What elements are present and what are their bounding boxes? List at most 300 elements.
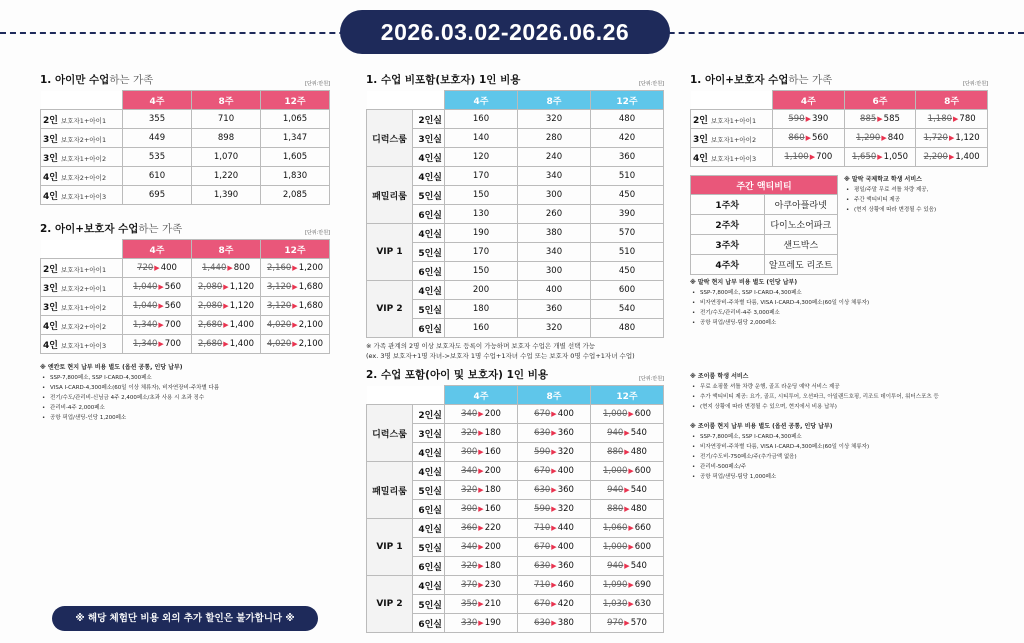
arrow-icon: ▶ <box>551 448 557 456</box>
original-price: 1,000 <box>603 542 628 552</box>
price-cell <box>773 110 845 129</box>
table-row <box>41 335 330 354</box>
discount-price: 440 <box>557 523 574 533</box>
price-cell: 420 <box>591 129 664 148</box>
note-item: • 공항 픽업/샌딩-팀당 2,000페소 <box>690 318 988 328</box>
discount-price: 1,400 <box>229 320 255 330</box>
column-header: 4주 <box>445 91 518 110</box>
header-row <box>691 91 988 110</box>
original-price: 590 <box>788 114 805 124</box>
arrow-icon: ▶ <box>551 486 557 494</box>
original-price: 1,030 <box>603 599 628 609</box>
discount-price: 180 <box>484 561 501 571</box>
price-cell: 480 <box>591 110 664 129</box>
discount-price: 210 <box>484 599 501 609</box>
discount-price: 2,100 <box>298 320 324 330</box>
mid-sec2-title: 2. 수업 포함(아이 및 보호자) 1인 비용 [단위:만원] <box>366 369 664 382</box>
price-cell <box>773 148 845 167</box>
room-size: 4인실 <box>413 576 445 595</box>
malak-notes: ※ 말락 현지 납부 비용 별도 (인당 납부) • SSP-7,800페소, SSP I-CARD-4,300페소 • 비자연장비-주차별 다름, VISA I-CARD-4,300페소(60일 이상 체류자) • 전기/수도/관리비-4주 3,000페소 • 공항 픽업/샌딩-팀당 2,000페소 <box>690 278 988 328</box>
left-column <box>40 72 330 423</box>
arrow-icon: ▶ <box>227 264 233 272</box>
price-cell: 300 <box>518 262 591 281</box>
original-price: 1,340 <box>133 320 158 330</box>
discount-price: 1,120 <box>229 282 255 292</box>
column-header: 8주 <box>518 386 591 405</box>
arrow-icon: ▶ <box>624 486 630 494</box>
right-column <box>690 72 988 482</box>
price-cell <box>192 259 261 278</box>
arrow-icon: ▶ <box>292 321 298 329</box>
original-price: 590 <box>534 504 551 514</box>
original-price: 1,340 <box>133 339 158 349</box>
price-cell <box>518 424 591 443</box>
price-cell: 160 <box>445 110 518 129</box>
room-size: 4인실 <box>413 224 445 243</box>
price-cell <box>445 424 518 443</box>
room-size: 5인실 <box>413 300 445 319</box>
arrow-icon: ▶ <box>628 467 634 475</box>
original-price: 1,090 <box>603 580 628 590</box>
original-price: 630 <box>534 485 551 495</box>
original-price: 885 <box>860 114 877 124</box>
table-row <box>691 110 988 129</box>
note-item: • (현지 상황에 따라 변경될 수 있음) <box>844 205 988 215</box>
arrow-icon: ▶ <box>158 321 164 329</box>
room-type: 패밀리룸 <box>367 462 413 519</box>
price-cell: 280 <box>518 129 591 148</box>
arrow-icon: ▶ <box>877 115 883 123</box>
price-cell: 450 <box>591 186 664 205</box>
mid-sec1-title: 1. 수업 비포함(보호자) 1인 비용 [단위:만원] <box>366 74 664 87</box>
discount-price: 600 <box>634 542 651 552</box>
original-price: 710 <box>534 580 551 590</box>
table-row <box>41 148 330 167</box>
price-cell: 150 <box>445 186 518 205</box>
original-price: 630 <box>534 618 551 628</box>
room-type: 디럭스룸 <box>367 405 413 462</box>
side-notes: ※ 말락 국제학교 학생 서비스 • 평일/주말 무료 셔틀 차량 제공, • 주간 액티비티 제공 • (현지 상황에 따라 변경될 수 있음) <box>844 175 988 275</box>
price-cell <box>518 576 591 595</box>
original-price: 2,680 <box>197 320 223 330</box>
discount-price: 1,400 <box>955 152 980 162</box>
note-item: • (현지 상황에 따라 변경될 수 있으며, 현지에서 비용 납부) <box>690 402 988 412</box>
table-row <box>367 167 664 186</box>
activity-name: 샌드박스 <box>764 235 838 255</box>
column-header: 12주 <box>591 91 664 110</box>
price-cell <box>844 148 916 167</box>
discount-price: 420 <box>557 599 574 609</box>
price-cell: 610 <box>123 167 192 186</box>
left-sec2-title: 2. 아이+보호자 수업하는 가족 [단위:만원] <box>40 223 330 236</box>
original-price: 4,020 <box>266 320 292 330</box>
column-header: 8주 <box>192 91 261 110</box>
room-size: 4인실 <box>413 462 445 481</box>
row-label: 4인 보호자1+아이3 <box>691 148 773 167</box>
left-notes: ※ 엔칸토 현지 납부 비용 별도 (옵션 공통, 인당 납부) • SSP-7,800페소, SSP I-CARD-4,300페소 • VISA I-CARD-4,300페소(60일 이상 체류자), 비자연장비-주차별 다름 • 전기/수도/관리비-신님금 4주 2,400페소/초과 사용 시 초과 징수 • 관리비-4주 2,000페소 • 공항 픽업/샌딩-인당 1,200페소 <box>40 363 330 423</box>
row-label: 3인 보호자1+아이2 <box>691 129 773 148</box>
room-size: 5인실 <box>413 538 445 557</box>
note-item: • SSP-7,800페소, SSP I-CARD-4,300페소 <box>690 432 988 442</box>
discount-price: 700 <box>164 339 181 349</box>
discount-price: 690 <box>634 580 651 590</box>
room-size: 6인실 <box>413 319 445 338</box>
arrow-icon: ▶ <box>805 134 812 142</box>
arrow-icon: ▶ <box>948 153 955 161</box>
arrow-icon: ▶ <box>478 543 484 551</box>
price-cell <box>518 405 591 424</box>
note-item: • 관리비-500페소/주 <box>690 462 988 472</box>
price-cell <box>123 259 192 278</box>
note-item: • VISA I-CARD-4,300페소(60일 이상 체류자), 비자연장비-주차별 다름 <box>40 383 330 393</box>
discount-price: 540 <box>630 428 647 438</box>
room-size: 3인실 <box>413 424 445 443</box>
price-cell <box>261 278 330 297</box>
price-cell <box>445 614 518 633</box>
arrow-icon: ▶ <box>478 429 484 437</box>
price-cell <box>916 110 988 129</box>
left-table-1 <box>40 90 330 205</box>
price-cell: 340 <box>518 167 591 186</box>
table-row <box>41 278 330 297</box>
room-size: 6인실 <box>413 500 445 519</box>
arrow-icon: ▶ <box>478 581 484 589</box>
price-cell <box>844 129 916 148</box>
arrow-icon: ▶ <box>624 619 630 627</box>
note-item: • 공항 픽업/샌딩-인당 1,200페소 <box>40 413 330 423</box>
discount-price: 1,120 <box>229 301 255 311</box>
discount-price: 560 <box>164 282 181 292</box>
table-row <box>41 167 330 186</box>
original-price: 330 <box>461 618 478 628</box>
cebu-pay-notes: ※ 조이룸 현지 납부 비용 별도 (옵션 공통, 인당 납부) • SSP-7,800페소, SSP I-CARD-4,300페소 • 비자연장비-주차별 다름, VISA I-CARD-4,300페소(60일 이상 체류자) • 전기/수도비-750페소/주(추가금액 없음) • 관리비-500페소/주 • 공항 픽업/샌딩-팀당 1,000페소 <box>690 422 988 482</box>
right-table-1 <box>690 90 988 167</box>
price-cell <box>445 481 518 500</box>
discount-price: 570 <box>630 618 647 628</box>
price-cell <box>261 335 330 354</box>
price-cell: 1,605 <box>261 148 330 167</box>
price-cell <box>518 462 591 481</box>
table-row <box>691 129 988 148</box>
room-type: VIP 2 <box>367 576 413 633</box>
note-item: • 평일/주말 무료 셔틀 차량 제공, <box>844 185 988 195</box>
activity-week: 1주차 <box>691 195 765 215</box>
table-row <box>41 129 330 148</box>
arrow-icon: ▶ <box>624 505 630 513</box>
discount-price: 585 <box>883 114 900 124</box>
arrow-icon: ▶ <box>551 505 557 513</box>
arrow-icon: ▶ <box>551 429 557 437</box>
price-cell: 320 <box>518 319 591 338</box>
price-cell: 1,220 <box>192 167 261 186</box>
discount-price: 320 <box>557 504 574 514</box>
discount-price: 660 <box>634 523 651 533</box>
arrow-icon: ▶ <box>953 115 959 123</box>
arrow-icon: ▶ <box>292 264 298 272</box>
original-price: 320 <box>461 428 478 438</box>
price-cell: 1,830 <box>261 167 330 186</box>
price-cell: 898 <box>192 129 261 148</box>
price-cell <box>591 557 664 576</box>
price-cell: 355 <box>123 110 192 129</box>
arrow-icon: ▶ <box>158 340 164 348</box>
price-cell: 1,070 <box>192 148 261 167</box>
discount-price: 1,680 <box>298 301 324 311</box>
note-item: • 무료 쇼핑몰 셔틀 차량 운행, 골프 라운딩 예약 서비스 제공 <box>690 382 988 392</box>
price-cell: 1,065 <box>261 110 330 129</box>
discount-price: 600 <box>634 466 651 476</box>
note-item: • 전기/수도비-750페소/주(추가금액 없음) <box>690 452 988 462</box>
price-cell: 130 <box>445 205 518 224</box>
arrow-icon: ▶ <box>158 302 164 310</box>
price-cell: 710 <box>192 110 261 129</box>
price-cell <box>591 519 664 538</box>
discount-price: 800 <box>233 263 250 273</box>
arrow-icon: ▶ <box>292 340 298 348</box>
discount-price: 700 <box>816 152 833 162</box>
price-cell: 449 <box>123 129 192 148</box>
activity-row <box>691 235 838 255</box>
price-cell: 240 <box>518 148 591 167</box>
table-row <box>367 576 664 595</box>
price-cell <box>591 481 664 500</box>
price-cell <box>518 519 591 538</box>
price-cell <box>844 110 916 129</box>
note-item: • 관리비-4주 2,000페소 <box>40 403 330 413</box>
original-price: 940 <box>607 561 624 571</box>
arrow-icon: ▶ <box>624 429 630 437</box>
price-cell <box>591 462 664 481</box>
cebu-notes: ※ 조이룸 학생 서비스 • 무료 쇼핑몰 셔틀 차량 운행, 골프 라운딩 예약 서비스 제공 • 추가 액티비티 제공: 요가, 골프, 시티투어, 오션파크, 아일랜드호핑, 리조트 데이투어, 워터스포츠 등 • (현지 상황에 따라 변경될 수 있으며, 현지에서 비용 납부) <box>690 372 988 412</box>
table-row <box>367 224 664 243</box>
arrow-icon: ▶ <box>551 410 557 418</box>
arrow-icon: ▶ <box>292 283 298 291</box>
note-item: • SSP-7,800페소, SSP I-CARD-4,300페소 <box>690 288 988 298</box>
price-cell <box>123 278 192 297</box>
discount-price: 180 <box>484 485 501 495</box>
price-cell: 170 <box>445 167 518 186</box>
room-size: 5인실 <box>413 595 445 614</box>
unit-label: [단위:만원] <box>305 81 330 87</box>
activity-name: 아쿠아플라넷 <box>764 195 838 215</box>
discount-price: 560 <box>164 301 181 311</box>
arrow-icon: ▶ <box>628 543 634 551</box>
row-label: 2인 보호자1+아이1 <box>41 110 123 129</box>
room-size: 4인실 <box>413 443 445 462</box>
arrow-icon: ▶ <box>551 562 557 570</box>
arrow-icon: ▶ <box>478 467 484 475</box>
discount-price: 400 <box>160 263 177 273</box>
price-cell: 450 <box>591 262 664 281</box>
middle-column <box>366 72 664 633</box>
original-price: 320 <box>461 561 478 571</box>
column-header: 6주 <box>844 91 916 110</box>
arrow-icon: ▶ <box>624 448 630 456</box>
arrow-icon: ▶ <box>624 562 630 570</box>
price-cell: 540 <box>591 300 664 319</box>
room-type: 패밀리룸 <box>367 167 413 224</box>
activity-name: 다이노소어파크 <box>764 215 838 235</box>
arrow-icon: ▶ <box>223 283 229 291</box>
price-cell <box>518 557 591 576</box>
discount-price: 1,680 <box>298 282 324 292</box>
original-price: 340 <box>461 542 478 552</box>
right-sec1-title: 1. 아이+보호자 수업하는 가족 [단위:만원] <box>690 74 988 87</box>
price-cell <box>518 614 591 633</box>
original-price: 1,040 <box>133 301 158 311</box>
arrow-icon: ▶ <box>223 321 229 329</box>
arrow-icon: ▶ <box>223 302 229 310</box>
room-size: 2인실 <box>413 405 445 424</box>
arrow-icon: ▶ <box>805 115 812 123</box>
activity-row <box>691 255 838 275</box>
note-item: • 추가 액티비티 제공: 요가, 골프, 시티투어, 오션파크, 아일랜드호핑, 리조트 데이투어, 워터스포츠 등 <box>690 392 988 402</box>
arrow-icon: ▶ <box>478 505 484 513</box>
arrow-icon: ▶ <box>223 340 229 348</box>
room-size: 3인실 <box>413 129 445 148</box>
discount-price: 1,050 <box>883 152 909 162</box>
discount-price: 190 <box>484 618 501 628</box>
header-row <box>41 240 330 259</box>
table-row <box>41 110 330 129</box>
arrow-icon: ▶ <box>478 524 484 532</box>
discount-price: 200 <box>484 542 501 552</box>
arrow-icon: ▶ <box>478 448 484 456</box>
row-label: 4인 보호자1+아이3 <box>41 186 123 205</box>
activity-block <box>690 175 988 275</box>
discount-price: 200 <box>484 466 501 476</box>
arrow-icon: ▶ <box>292 302 298 310</box>
room-size: 6인실 <box>413 205 445 224</box>
price-cell: 340 <box>518 243 591 262</box>
original-price: 940 <box>607 428 624 438</box>
discount-price: 360 <box>557 428 574 438</box>
table-row <box>367 110 664 129</box>
activity-week: 4주차 <box>691 255 765 275</box>
arrow-icon: ▶ <box>478 619 484 627</box>
price-cell: 2,085 <box>261 186 330 205</box>
left-table-2 <box>40 239 330 354</box>
original-price: 1,040 <box>133 282 158 292</box>
price-cell: 380 <box>518 224 591 243</box>
discount-price: 220 <box>484 523 501 533</box>
room-size: 6인실 <box>413 262 445 281</box>
room-size: 5인실 <box>413 481 445 500</box>
room-type: VIP 1 <box>367 224 413 281</box>
middle-table-2 <box>366 385 664 633</box>
original-price: 2,080 <box>197 282 223 292</box>
original-price: 630 <box>534 561 551 571</box>
original-price: 4,020 <box>266 339 292 349</box>
table-row <box>41 186 330 205</box>
middle-note: ※ 가족 관계의 2명 이상 보호자도 등록이 가능하며 보호자 수업은 개별 선택 가능 (ex. 3명 보호자+1명 자녀->보호자 1명 수업+1자녀 수업 또는 보호자 0명 수업+1자녀 수업) <box>366 342 635 360</box>
row-label: 3인 보호자1+아이2 <box>41 148 123 167</box>
price-cell <box>123 316 192 335</box>
original-price: 370 <box>461 580 478 590</box>
price-cell: 150 <box>445 262 518 281</box>
original-price: 2,080 <box>197 301 223 311</box>
price-cell: 190 <box>445 224 518 243</box>
column-header: 8주 <box>518 91 591 110</box>
room-size: 4인실 <box>413 167 445 186</box>
discount-price: 380 <box>557 618 574 628</box>
arrow-icon: ▶ <box>551 600 557 608</box>
original-price: 1,720 <box>923 133 948 143</box>
price-cell <box>591 576 664 595</box>
price-cell <box>445 595 518 614</box>
arrow-icon: ▶ <box>478 410 484 418</box>
price-cell: 360 <box>518 300 591 319</box>
activity-row <box>691 195 838 215</box>
price-cell <box>591 614 664 633</box>
column-header: 8주 <box>192 240 261 259</box>
column-header: 12주 <box>591 386 664 405</box>
price-cell <box>445 443 518 462</box>
original-price: 670 <box>534 409 551 419</box>
original-price: 940 <box>607 485 624 495</box>
discount-price: 780 <box>959 114 976 124</box>
column-header: 4주 <box>123 91 192 110</box>
discount-price: 1,120 <box>955 133 980 143</box>
note-item: • 주간 액티비티 제공 <box>844 195 988 205</box>
price-cell <box>445 462 518 481</box>
column-header: 8주 <box>916 91 988 110</box>
price-cell <box>445 500 518 519</box>
note-item: • SSP-7,800페소, SSP I-CARD-4,300페소 <box>40 373 330 383</box>
discount-price: 600 <box>634 409 651 419</box>
price-cell <box>445 405 518 424</box>
price-cell <box>261 297 330 316</box>
price-cell: 170 <box>445 243 518 262</box>
price-cell <box>518 500 591 519</box>
price-cell <box>261 259 330 278</box>
arrow-icon: ▶ <box>158 283 164 291</box>
arrow-icon: ▶ <box>877 153 883 161</box>
price-cell <box>192 316 261 335</box>
original-price: 300 <box>461 447 478 457</box>
original-price: 1,290 <box>856 133 881 143</box>
discount-price: 230 <box>484 580 501 590</box>
arrow-icon: ▶ <box>628 524 634 532</box>
price-cell: 1,347 <box>261 129 330 148</box>
room-size: 2인실 <box>413 110 445 129</box>
price-cell <box>123 297 192 316</box>
price-cell: 200 <box>445 281 518 300</box>
bottom-notice: ※ 해당 체험단 비용 외의 추가 할인은 불가합니다 ※ <box>52 606 318 631</box>
discount-price: 2,100 <box>298 339 324 349</box>
discount-price: 840 <box>887 133 904 143</box>
arrow-icon: ▶ <box>628 581 634 589</box>
original-price: 880 <box>607 447 624 457</box>
original-price: 670 <box>534 599 551 609</box>
room-size: 4인실 <box>413 281 445 300</box>
original-price: 1,100 <box>784 152 809 162</box>
original-price: 860 <box>788 133 805 143</box>
discount-price: 360 <box>557 561 574 571</box>
discount-price: 400 <box>557 409 574 419</box>
price-cell: 260 <box>518 205 591 224</box>
price-cell <box>916 129 988 148</box>
room-size: 5인실 <box>413 186 445 205</box>
column-header: 4주 <box>773 91 845 110</box>
column-header: 12주 <box>261 240 330 259</box>
original-price: 1,000 <box>603 409 628 419</box>
original-price: 2,200 <box>923 152 948 162</box>
row-label: 2인 보호자1+아이1 <box>41 259 123 278</box>
discount-price: 480 <box>630 504 647 514</box>
original-price: 670 <box>534 466 551 476</box>
price-cell: 510 <box>591 243 664 262</box>
